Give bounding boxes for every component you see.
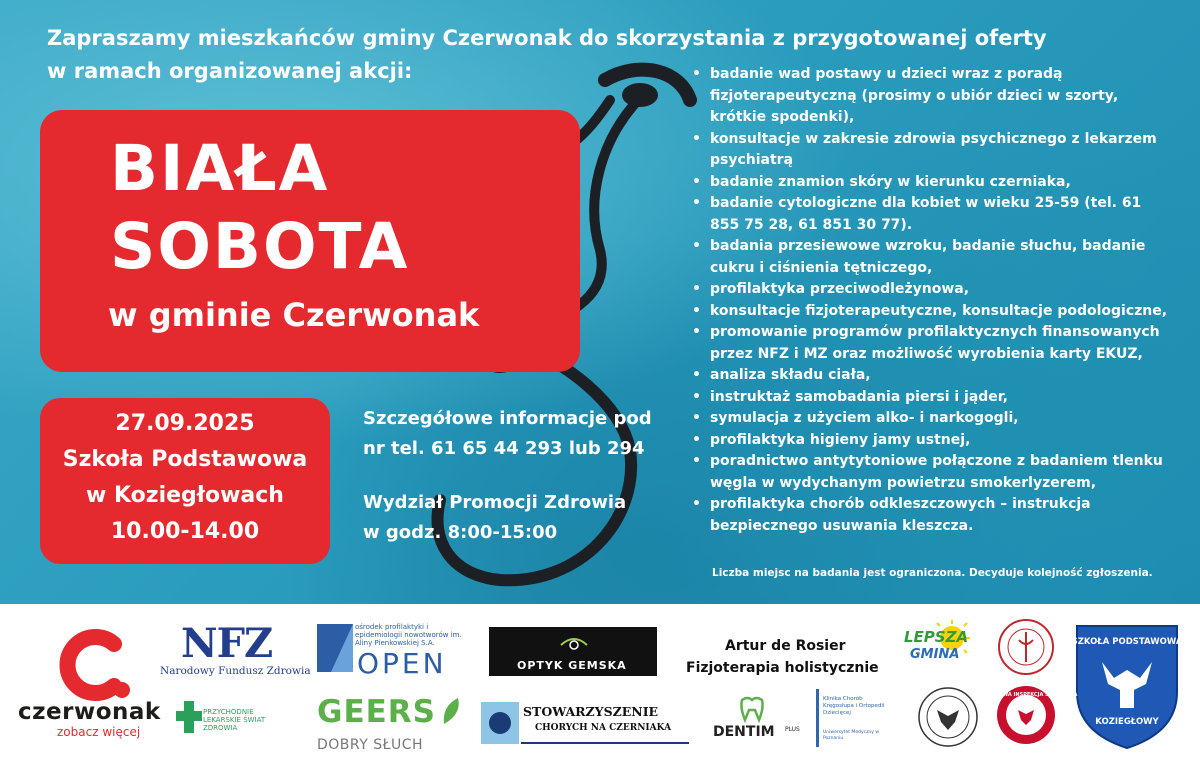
list-item: • badanie znamion skóry w kierunku czerniaka,: [688, 172, 1174, 194]
artur-tagline: Fizjoterapia holistycznie: [686, 660, 879, 676]
details-line1: Szczegółowe informacje pod: [363, 408, 652, 429]
contact-info: [363, 404, 693, 548]
services-list: [688, 64, 1174, 537]
event-date: 27.09.2025: [115, 411, 255, 436]
optyk-logo: [489, 627, 657, 676]
sanepid-text: PAŃSTWOWA INSPEKCJA SANITARNA: [974, 692, 1078, 698]
eye-icon: [559, 633, 589, 653]
school-shield-line1: SZKOŁA PODSTAWOWA: [1071, 637, 1183, 647]
intro-line1: Zapraszamy mieszkańców gminy Czerwonak do skorzystania z przygotowanej oferty: [47, 26, 1047, 50]
event-hours: 10.00-14.00: [110, 519, 260, 544]
medical-seal-icon: [997, 618, 1055, 676]
dentim-name: DENTIM: [713, 724, 775, 740]
czerwonak-tagline: zobacz więcej: [57, 725, 141, 739]
title-line2: SOBOTA: [110, 210, 410, 283]
event-details: [40, 398, 330, 564]
czerwonak-logo-icon: [56, 626, 134, 704]
sponsor-logos: [0, 604, 1200, 759]
list-item: • instruktaż samobadania piersi i jąder,: [688, 387, 1174, 409]
geers-tagline: DOBRY SŁUCH: [317, 737, 424, 753]
title-banner: [40, 110, 580, 372]
dept-line1: Wydział Promocji Zdrowia: [363, 492, 627, 513]
geers-name: GEERS: [317, 694, 436, 730]
title-line1: BIAŁA: [110, 132, 330, 205]
svg-text:GMINA: GMINA: [910, 647, 960, 662]
artur-name: Artur de Rosier: [725, 638, 846, 654]
sanepid-seal-icon: [974, 684, 1078, 746]
nfz-name: Narodowy Fundusz Zdrowia: [160, 665, 311, 677]
open-name: OPEN: [357, 647, 447, 680]
czerwonak-name: czerwonak: [18, 699, 161, 725]
details-line2: nr tel. 61 65 44 293 lub 294: [363, 438, 645, 459]
list-item: • profilaktyka chorób odkleszczowych – instrukcja bezpiecznego usuwania kleszcza.: [688, 494, 1174, 537]
list-item: • profilaktyka higieny jamy ustnej,: [688, 430, 1174, 452]
nfz-logo: NFZ: [181, 620, 273, 667]
list-item: • symulacja z użyciem alko- i narkogogli,: [688, 408, 1174, 430]
klinika-university: Uniwersytet Medyczny w Poznaniu: [823, 730, 880, 741]
event-venue-line1: Szkoła Podstawowa: [62, 447, 308, 472]
open-logo-icon: [317, 624, 353, 672]
eagle-seal-icon: [917, 686, 979, 748]
list-item: • profilaktyka przeciwodleżynowa,: [688, 279, 1174, 301]
open-subtitle: ośrodek profilaktyki i epidemiologii nowotworów im. Aliny Pienkowskiej S.A.: [355, 623, 462, 647]
capacity-note: Liczba miejsc na badania jest ograniczona. Decyduje kolejność zgłoszenia.: [712, 567, 1153, 579]
list-item: • promowanie programów profilaktycznych finansowanych przez NFZ i MZ oraz możliwość wyrobienia karty EKUZ,: [688, 322, 1174, 365]
tooth-icon: [738, 696, 766, 722]
title-line3: w gminie Czerwonak: [108, 296, 480, 334]
stowarzyszenie-line2: CHORYCH NA CZERNIAKA: [535, 723, 672, 733]
event-venue-line2: w Koziegłowach: [86, 483, 284, 508]
optyk-name: OPTYK GEMSKA: [517, 659, 627, 672]
list-item: • konsultacje w zakresie zdrowia psychicznego z lekarzem psychiatrą: [688, 129, 1174, 172]
dentim-plus: PLUS: [785, 726, 800, 733]
klinika-name: Klinika Chorób Kręgosłupa i Ortopedii Dziecięcej: [823, 696, 885, 716]
lepsza-gmina-logo-icon: [902, 618, 970, 670]
list-item: • analiza składu ciała,: [688, 365, 1174, 387]
list-item: • badania przesiewowe wzroku, badanie słuchu, badanie cukru i ciśnienia tętniczego,: [688, 236, 1174, 279]
school-shield-line2: KOZIEGŁOWY: [1095, 717, 1159, 727]
list-item: • badanie cytologiczne dla kobiet w wieku 25-59 (tel. 61 855 75 28, 61 851 30 77).: [688, 193, 1174, 236]
swiat-zdrowia-name: PRZYCHODNIE LEKARSKIE ŚWIAT ZDROWIA: [203, 708, 266, 732]
svg-text:LEPSZA: LEPSZA: [904, 628, 969, 646]
list-item: • konsultacje fizjoterapeutyczne, konsultacje podologiczne,: [688, 301, 1174, 323]
school-shield-icon: [1072, 622, 1182, 750]
stowarzyszenie-line1: STOWARZYSZENIE: [523, 704, 659, 719]
dept-line2: w godz. 8:00-15:00: [363, 522, 558, 543]
geers-leaf-icon: [440, 696, 462, 726]
list-item: • poradnictwo antytytoniowe połączone z badaniem tlenku węgla w wydychanym powietrzu smokerlyzerem,: [688, 451, 1174, 494]
list-item: • badanie wad postawy u dzieci wraz z poradą fizjoterapeutyczną (prosimy o ubiór dzieci w szorty, krótkie spodenki),: [688, 64, 1174, 129]
intro-line2: w ramach organizowanej akcji:: [47, 59, 413, 83]
